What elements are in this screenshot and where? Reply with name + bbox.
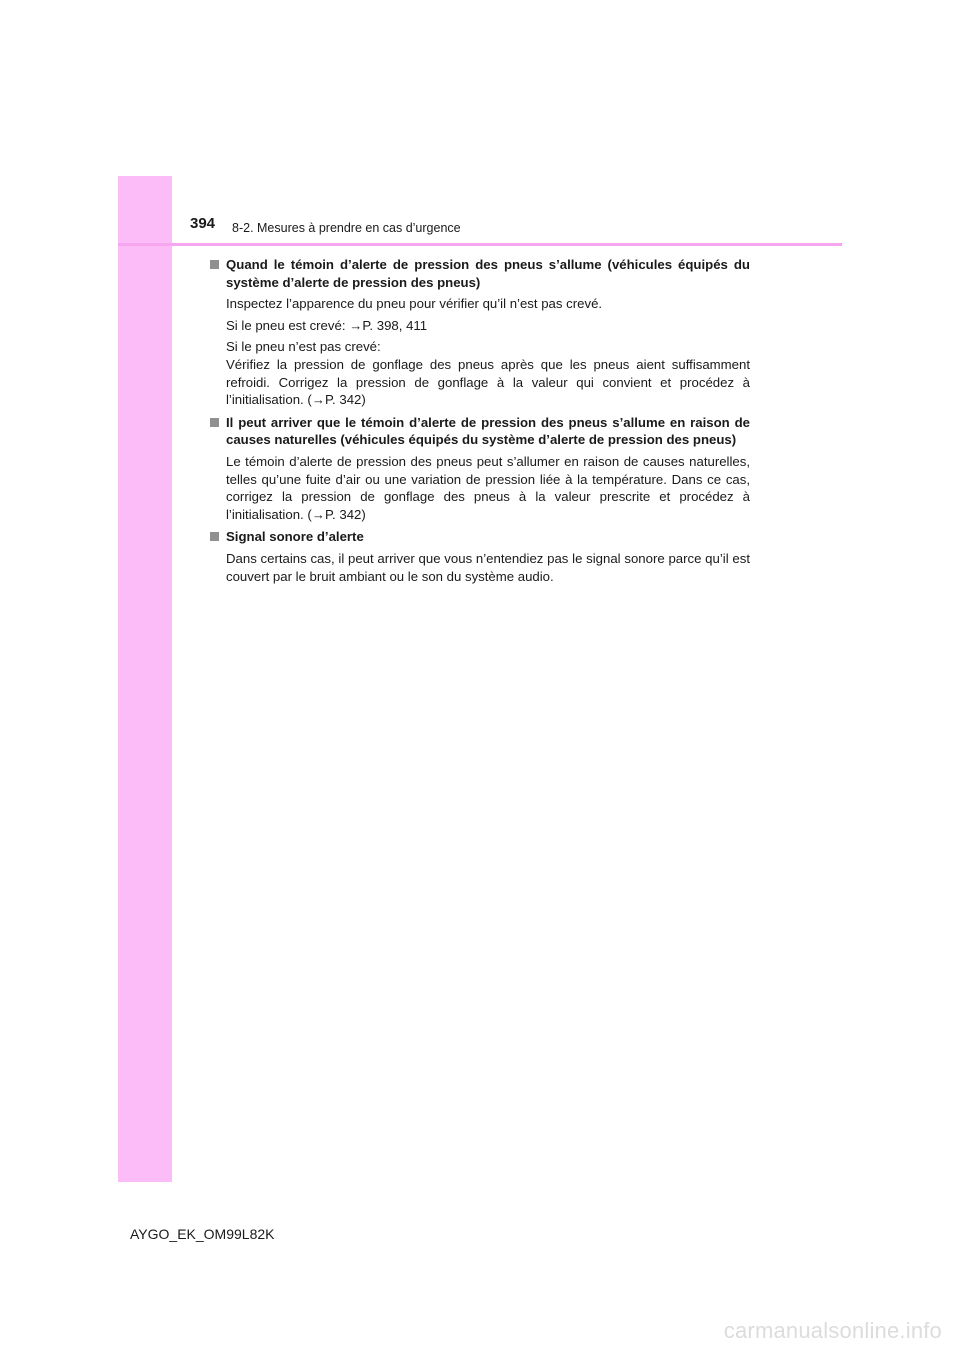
section-heading: Signal sonore d’alerte [210,528,750,546]
section-warning-buzzer [210,528,750,585]
paragraph: Vérifiez la pression de gonflage des pneus après que les pneus aient suffisamment refroidi. Corrigez la pression de gonflage à la valeur qui convient et procédez à l’initialisation. (→P. 342) [226,356,750,408]
watermark: carmanualsonline.info [723,1318,942,1343]
square-bullet-icon [210,260,219,269]
section-natural-causes [210,414,750,524]
paragraph: Si le pneu n’est pas crevé: [226,339,381,355]
chapter-title: 8-2. Mesures à prendre en cas d’urgence [232,221,461,235]
page-content [210,256,750,590]
paragraph: Inspectez l’apparence du pneu pour vérifier qu’il n’est pas crevé. [226,296,603,312]
paragraph: Si le pneu est crevé: →P. 398, 411 [226,317,428,333]
paragraph: Dans certains cas, il peut arriver que vous n’entendiez pas le signal sonore parce qu’il est couvert par le bruit ambiant ou le son du système audio. [226,550,750,584]
section-tire-warning-light [210,256,750,409]
header-rule [118,243,842,246]
section-heading: Quand le témoin d’alerte de pression des pneus s’allume (véhicules équipés du système d’alerte de pression des pneus) [210,256,750,291]
square-bullet-icon [210,532,219,541]
square-bullet-icon [210,418,219,427]
page-number: 394 [190,215,216,232]
document-code: AYGO_EK_OM99L82K [130,1226,275,1242]
paragraph: Le témoin d’alerte de pression des pneus peut s’allumer en raison de causes naturelles, telles qu’une fuite d’air ou une variation de pression liée à la température. Dans ce cas, corrigez la pression de gonflage des pneus à la valeur prescrite et procédez à l’initialisation. (→P. 342) [226,453,750,522]
section-heading: Il peut arriver que le témoin d’alerte de pression des pneus s’allume en raison de causes naturelles (véhicules équipés du système d’alerte de pression des pneus) [210,414,750,449]
side-band [118,176,172,1182]
